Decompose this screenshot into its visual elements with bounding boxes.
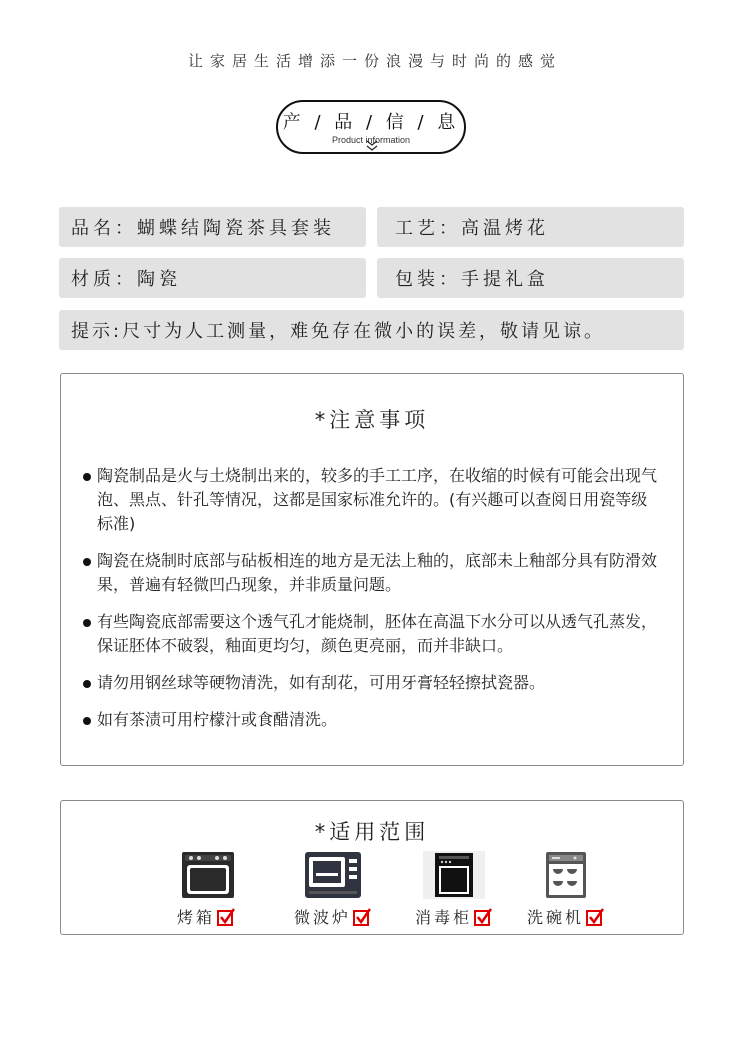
appliance-oven — [177, 905, 235, 928]
microwave-label: 微波炉 — [294, 908, 352, 927]
header-title-en: Product information — [331, 135, 411, 145]
appliance-dishwasher — [527, 905, 604, 928]
sterilizer-label: 消毒柜 — [415, 908, 473, 927]
appliance-microwave — [294, 905, 371, 928]
info-material: 材质：陶瓷 — [59, 258, 366, 298]
header-title-cn: 产 / 品 / 信 / 息 — [282, 112, 460, 133]
appliance-sterilizer — [415, 905, 492, 928]
product-info-header — [276, 100, 466, 154]
info-package: 包装：手提礼盒 — [377, 258, 684, 298]
double-chevron-down-icon — [365, 140, 379, 152]
checkbox-checked-icon — [217, 908, 235, 926]
notes-list — [81, 464, 661, 745]
note-item: 如有茶渍可用柠檬汁或食醋清洗。 — [81, 708, 661, 732]
note-item: 有些陶瓷底部需要这个透气孔才能烧制，胚体在高温下水分可以从透气孔蒸发，保证胚体不破裂，釉面更均匀，颜色更亮丽，而并非缺口。 — [81, 610, 661, 658]
checkbox-checked-icon — [586, 908, 604, 926]
notes-title: *注意事项 — [314, 408, 430, 432]
microwave-icon — [304, 851, 362, 899]
usage-panel — [60, 800, 684, 935]
note-item: 请勿用钢丝球等硬物清洗，如有刮花，可用牙膏轻轻擦拭瓷器。 — [81, 671, 661, 695]
checkbox-checked-icon — [353, 908, 371, 926]
info-hint: 提示:尺寸为人工测量，难免存在微小的误差，敬请见谅。 — [59, 310, 684, 350]
oven-icon — [181, 851, 235, 899]
note-item: 陶瓷制品是火与土烧制出来的，较多的手工工序，在收缩的时候有可能会出现气泡、黑点、针孔等情况，这都是国家标准允许的。(有兴趣可以查阅日用瓷等级标准) — [81, 464, 661, 536]
checkbox-checked-icon — [474, 908, 492, 926]
info-craft: 工艺：高温烤花 — [377, 207, 684, 247]
usage-title: *适用范围 — [314, 820, 430, 844]
sterilizer-icon — [423, 851, 485, 899]
oven-label: 烤箱 — [177, 908, 216, 927]
note-item: 陶瓷在烧制时底部与砧板相连的地方是无法上釉的，底部未上釉部分具有防滑效果，普遍有轻微凹凸现象，并非质量问题。 — [81, 549, 661, 597]
tagline: 让家居生活增添一份浪漫与时尚的感觉 — [187, 52, 562, 70]
notes-panel — [60, 373, 684, 766]
dishwasher-label: 洗碗机 — [527, 908, 585, 927]
info-product-name: 品名：蝴蝶结陶瓷茶具套装 — [59, 207, 366, 247]
dishwasher-icon — [545, 851, 587, 899]
